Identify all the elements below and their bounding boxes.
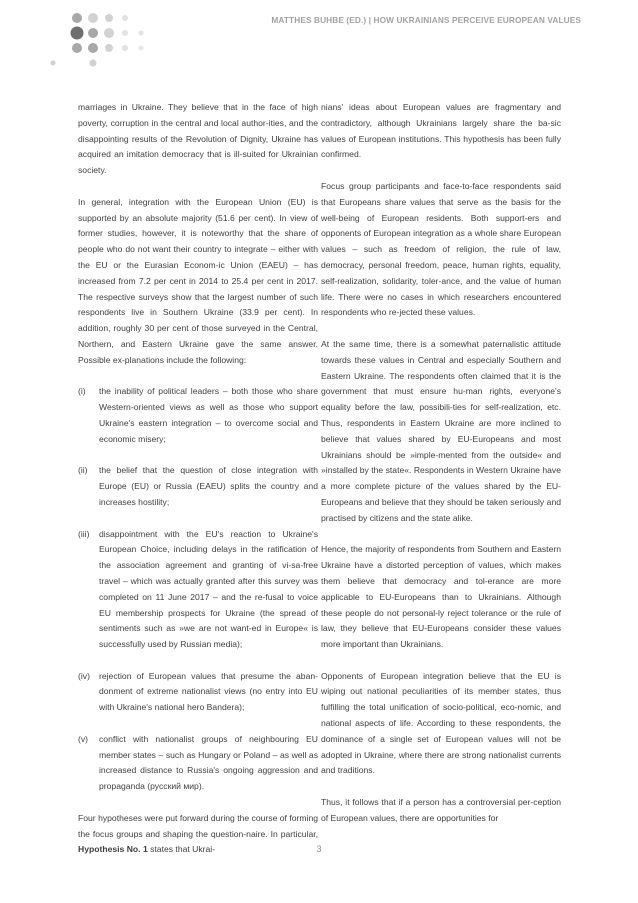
list-item-text: rejection of European values that presume the aban-donment of extreme nationalist views (no entry into EU with Ukraine's national hero Bandera); [99, 670, 318, 713]
list-item-text: disappointment with the EU's reaction to Ukraine's European Choice, including delays in the ratification of the association agreement and granting of vi-sa-free travel – which was actually granted after this survey was completed on 11 June 2017 – and the re-fusal to voice EU membership prospects for Ukraine (the spread of sentiments such as »we are not want-ed in Europe« is successfully used by Russian media); [99, 528, 318, 650]
hypothesis-label: Hypothesis No. 1 [78, 844, 148, 855]
paragraph: Focus group participants and face-to-face respondents said that Europeans share values that serve as the basis for the well-being of European residents. Both support-ers and opponents of European integration as a whole share European values – such as freedom of religion, the rule of law, democracy, personal freedom, peace, human rights, equality, self-realization, solidarity, toler-ance, and the value of human life. There were no cases in which researchers encountered respondents who re-jected these values. [321, 180, 561, 318]
list-item [78, 732, 318, 795]
paragraph: Hence, the majority of respondents from Southern and Eastern Ukraine have a distorted perception of values, which makes them believe that democracy and tol-erance are more applicable to EU-Europeans than to Ukrainians. Although these people do not personal-ly reject tolerance or the rule of law, they believe that EU-Europeans consider these values more important than Ukrainians. [321, 544, 561, 650]
list-marker: (ii) [78, 465, 88, 476]
left-column [78, 100, 318, 858]
list-marker: (iv) [78, 670, 90, 681]
paragraph: Thus, it follows that if a person has a controversial per-ception of European values, there are opportunities for [321, 797, 561, 823]
paragraph: In general, integration with the European Union (EU) is supported by an absolute majority (51.6 per cent). In view of former studies, however, it is noteworthy that the share of people who do not want their country to integrate – either with the EU or the Eurasian Econom-ic Union (EAEU) – has increased from 7.2 per cent in 2014 to 25.4 per cent in 2017. The respective surveys show that the largest number of such respondents live in Southern Ukraine (33.9 per cent). In addition, roughly 30 per cent of those surveyed in the Central, Northern, and Eastern Ukraine gave the same answer. Possible ex-planations include the following: [78, 196, 318, 365]
text-run: Four hypotheses were put forward during the course of forming the focus groups and shaping the question-naire. In particular, [78, 812, 318, 839]
list-item [78, 384, 318, 447]
list-marker: (iii) [78, 528, 90, 539]
paragraph: marriages in Ukraine. They believe that in the face of high poverty, corruption in the central and local author-ities, and the disappointing results of the Revolution of Dignity, Ukraine has acquired an imitation democracy that is ill-suited for Ukrainian society. [78, 102, 318, 176]
text-run: states that Ukrai- [147, 844, 216, 855]
paragraph: At the same time, there is a somewhat paternalistic attitude towards these values in Central and especially Southern and Eastern Ukraine. The respondents often claimed that it is the government that must ensure hu-man rights, everyone's equality before the law, possibili-ties for self-realization, etc. Thus, respondents in Eastern Ukraine are more inclined to believe that values shared by EU-Europeans and most Ukrainians should be »imple-mented from the outside« and »installed by the state«. Respondents in Western Ukraine have a more complete picture of the values shared by the EU-Europeans and believe that they should be taken seriously and practised by citizens and the state alike. [321, 338, 561, 523]
running-header: MATTHES BUHBE (ED.) | HOW UKRAINIANS PERCEIVE EUROPEAN VALUES [271, 15, 581, 25]
list-item [78, 463, 318, 510]
list-marker: (i) [78, 386, 86, 397]
list-item [78, 527, 318, 653]
list-item-text: the belief that the question of close integration with Europe (EU) or Russia (EAEU) splits the country and increases hostility; [99, 465, 318, 507]
list-item-text: the inability of political leaders – both those who share Western-oriented views as well as those who support Ukraine's eastern integration – to overcome social and economic misery; [99, 386, 318, 444]
list-item [78, 669, 318, 716]
right-column [321, 100, 561, 827]
dot-grid-icon [0, 0, 160, 70]
paragraph: nians' ideas about European values are fragmentary and contradictory, although Ukrainians largely share the ba-sic values of European institutions. This hypothesis has been fully confirmed. [321, 102, 561, 160]
paragraph: Opponents of European integration believe that the EU is wiping out national peculiarities of its member states, thus fulfilling the total unification of socio-political, eco-nomic, and national aspects of life. According to these respondents, the dominance of a single set of European values will not be adopted in Ukraine, where there are strong nationalist currents and traditions. [321, 670, 561, 776]
page-number: 3 [316, 844, 322, 854]
list-marker: (v) [78, 733, 89, 744]
list-item-text: conflict with nationalist groups of neighbouring EU member states – such as Hungary or Poland – as well as increased distance to Russia's ongoing aggression and propaganda (русский мир). [99, 733, 318, 792]
